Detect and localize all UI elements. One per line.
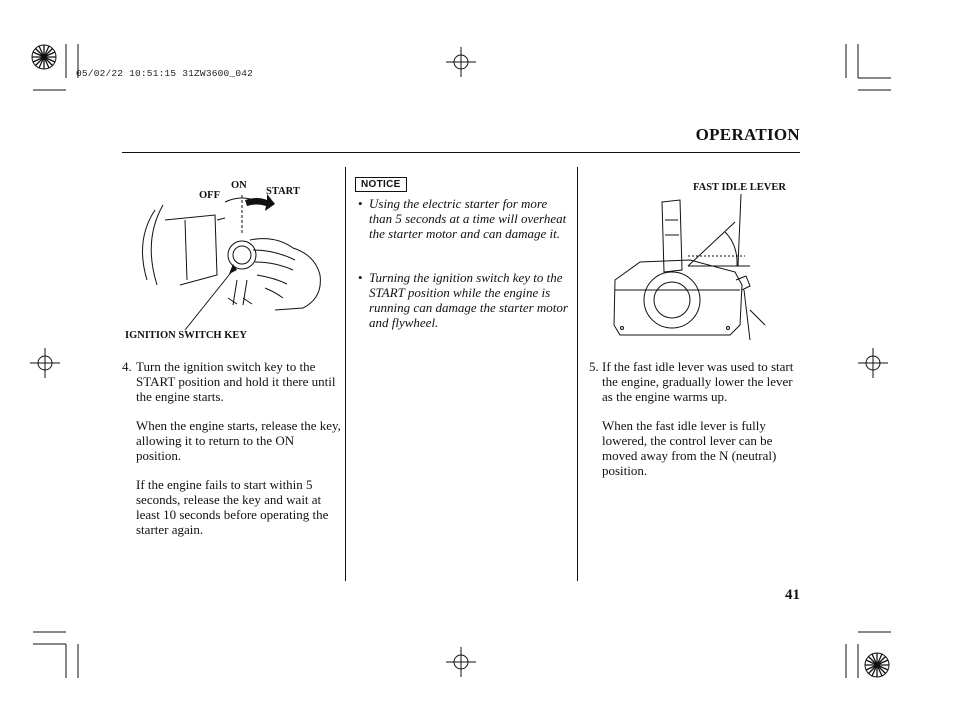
paragraph-engine-starts: When the engine starts, release the key, allowing it to return to the ON position. [136, 418, 341, 463]
step-5-text: If the fast idle lever was used to start the engine, gradually lower the lever as the engine warms up. [602, 359, 794, 404]
section-title: OPERATION [695, 125, 800, 144]
notice-bullet-2 [358, 270, 573, 330]
notice-bullet-text: Turning the ignition switch key to the START position while the engine is running can damage the starter motor and flywheel. [369, 270, 568, 330]
starburst-mark-top-left [31, 44, 57, 70]
registration-target-bottom [446, 647, 476, 677]
step-4-number: 4. [122, 359, 132, 374]
starburst-mark-bottom-right [864, 652, 890, 678]
notice-bullet-1 [358, 196, 573, 241]
fast-idle-lever-illustration [610, 190, 770, 340]
bullet-dot: • [358, 270, 363, 285]
registration-target-right [858, 348, 888, 378]
paragraph-engine-fails: If the engine fails to start within 5 seconds, release the key and wait at least 10 seconds before operating the starter again. [136, 477, 329, 537]
page-number: 41 [785, 587, 800, 603]
figure-label-start: START [266, 186, 300, 197]
figure-label-fast-idle-lever: FAST IDLE LEVER [693, 182, 786, 193]
ignition-switch-illustration [125, 180, 335, 330]
notice-badge: NOTICE [355, 177, 407, 192]
figure-label-off: OFF [199, 190, 220, 201]
notice-bullet-text: Using the electric starter for more than 5 seconds at a time will overheat the starter motor and can damage it. [369, 196, 567, 241]
print-timestamp: 05/02/22 10:51:15 31ZW3600_042 [76, 68, 254, 79]
step-4-text: Turn the ignition switch key to the START position and hold it there until the engine starts. [136, 359, 336, 404]
step-5-number: 5. [589, 359, 599, 374]
paragraph-fast-idle-lowered: When the fast idle lever is fully lowered, the control lever can be moved away from the N (neutral) position. [602, 418, 777, 478]
figure-label-on: ON [231, 180, 247, 191]
column-divider-left [345, 167, 346, 581]
header-rule [122, 152, 800, 153]
column-divider-right [577, 167, 578, 581]
bullet-dot: • [358, 196, 363, 211]
figure-label-ignition-switch-key: IGNITION SWITCH KEY [125, 330, 247, 341]
registration-target-top [446, 47, 476, 77]
registration-target-left [30, 348, 60, 378]
